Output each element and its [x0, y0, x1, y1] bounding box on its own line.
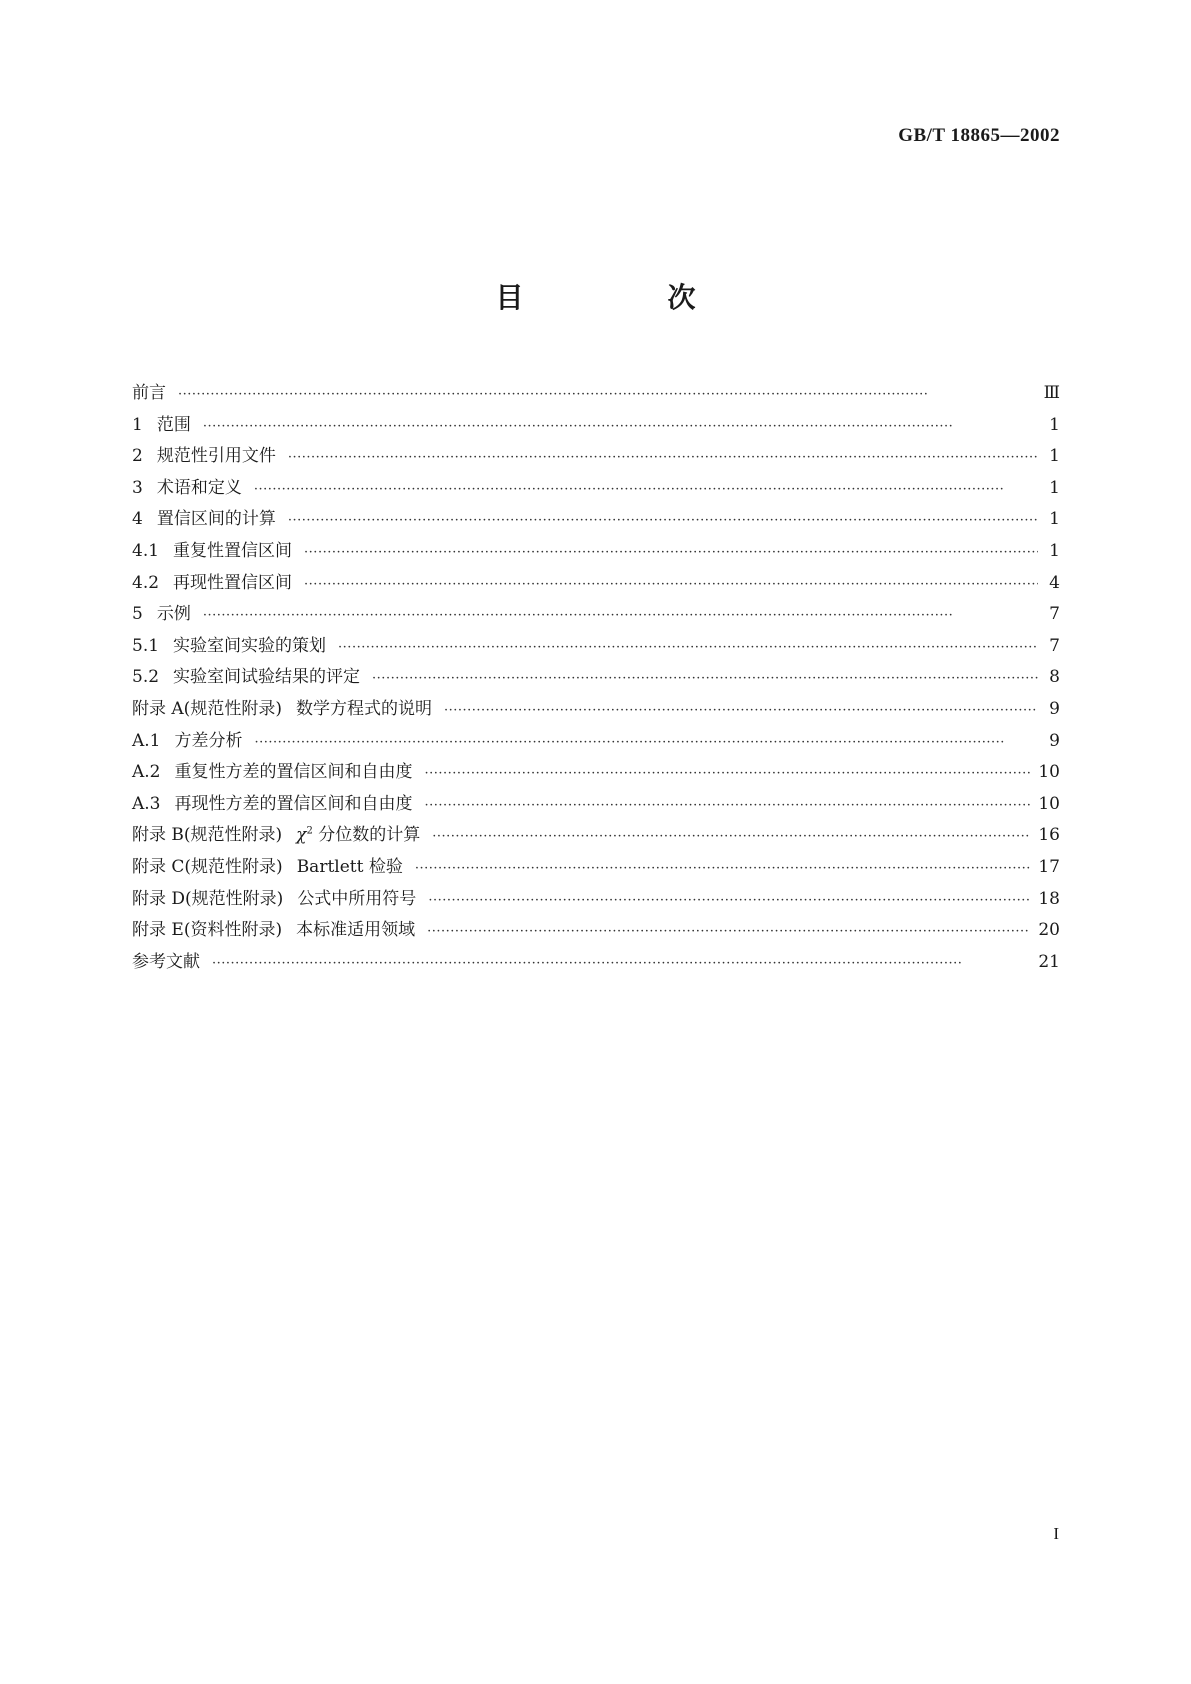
toc-entry-label: 方差分析: [174, 730, 243, 751]
toc-entry-page: 9: [1049, 730, 1060, 751]
toc-entry-page: 7: [1049, 635, 1060, 656]
toc-entry-page: 10: [1038, 762, 1060, 783]
toc-entry-page: 18: [1038, 888, 1060, 909]
toc-entry-label: 分位数的计算: [312, 825, 421, 846]
toc-entry-number: 5.2: [132, 667, 160, 688]
toc-entry-page: 1: [1049, 446, 1060, 467]
toc-entry-label: 示例: [156, 604, 191, 625]
toc-entry-page: 1: [1049, 414, 1060, 435]
toc-entry-4-2[interactable]: [132, 568, 1060, 600]
toc-entry-page: 16: [1038, 825, 1060, 846]
toc-entry-number: A.1: [132, 730, 161, 751]
toc-entry-references[interactable]: [132, 947, 1060, 979]
dot-leader: [288, 513, 1038, 528]
toc-entry-3[interactable]: [132, 473, 1060, 505]
toc-entry-label: 实验室间试验结果的评定: [173, 667, 361, 688]
toc-entry-number: 4.1: [132, 540, 160, 561]
toc-entry-label: 前言: [132, 383, 166, 403]
toc-entry-label: 实验室间实验的策划: [173, 635, 327, 656]
dot-leader: [432, 829, 1030, 844]
toc-entry-label: 范围: [156, 414, 191, 435]
toc-entry-label: 本标准适用领域: [296, 920, 416, 941]
toc-entry-label: 再现性置信区间: [173, 572, 293, 593]
dot-leader: [427, 924, 1030, 939]
toc-entry-foreword[interactable]: [132, 378, 1060, 410]
toc-entry-number: 5.1: [132, 635, 160, 656]
page-number: I: [1053, 1524, 1059, 1543]
dot-leader: [428, 893, 1030, 908]
toc-entry-label: 公式中所用符号: [297, 888, 417, 909]
toc-entry-number: 1: [132, 414, 143, 435]
toc-entry-number: 5: [132, 604, 143, 625]
superscript: 2: [306, 825, 313, 837]
toc-entry-page: 20: [1038, 920, 1060, 941]
toc-entry-number: 附录 C(规范性附录): [132, 856, 283, 877]
toc-entry-label: 规范性引用文件: [156, 446, 276, 467]
dot-leader: [415, 861, 1031, 876]
dot-leader: [203, 608, 1038, 623]
dot-leader: [255, 735, 1039, 750]
toc-entry-number: 附录 E(资料性附录): [132, 920, 283, 941]
dot-leader: [304, 577, 1038, 592]
toc-entry-page: 1: [1049, 509, 1060, 530]
toc-entry-2[interactable]: [132, 441, 1060, 473]
dot-leader: [178, 387, 1036, 402]
dot-leader: [288, 450, 1038, 465]
toc-entry-annex-d[interactable]: [132, 884, 1060, 916]
toc-entry-page: 17: [1038, 856, 1060, 877]
toc-entry-label: 重复性方差的置信区间和自由度: [174, 762, 413, 783]
toc-entry-number: 附录 D(规范性附录): [132, 888, 284, 909]
toc-entry-page: Ⅲ: [1043, 383, 1060, 403]
dot-leader: [338, 640, 1038, 655]
toc-entry-number: A.2: [132, 762, 161, 783]
dot-leader: [212, 956, 1030, 971]
toc-entry-page: 21: [1038, 951, 1060, 972]
dot-leader: [425, 798, 1031, 813]
toc-entry-annex-a[interactable]: [132, 694, 1060, 726]
toc-entry-page: 8: [1049, 667, 1060, 688]
dot-leader: [304, 545, 1038, 560]
toc-entry-label: Bartlett 检验: [296, 856, 403, 877]
toc-entry-label: 数学方程式的说明: [295, 698, 432, 719]
dot-leader: [254, 482, 1038, 497]
toc-entry-annex-e[interactable]: [132, 915, 1060, 947]
toc-entry-annex-c[interactable]: [132, 852, 1060, 884]
toc-entry-1[interactable]: [132, 410, 1060, 442]
toc-entry-number: 附录 A(规范性附录): [132, 698, 282, 719]
toc-entry-5-1[interactable]: [132, 631, 1060, 663]
toc-entry-annex-b[interactable]: [132, 820, 1060, 852]
toc-entry-4[interactable]: [132, 504, 1060, 536]
toc-entry-label: 置信区间的计算: [156, 509, 276, 530]
dot-leader: [372, 671, 1038, 686]
toc-entry-page: 10: [1038, 793, 1060, 814]
dot-leader: [444, 703, 1038, 718]
toc-entry-label: 参考文献: [132, 951, 200, 972]
dot-leader: [425, 766, 1031, 781]
toc-entry-5[interactable]: [132, 599, 1060, 631]
chi-symbol: χ: [296, 825, 307, 846]
toc-entry-number: 4.2: [132, 572, 160, 593]
toc-entry-page: 7: [1049, 604, 1060, 625]
toc-entry-page: 4: [1049, 572, 1060, 593]
toc-entry-number: 4: [132, 509, 143, 530]
toc-entry-page: 1: [1049, 540, 1060, 561]
toc-entry-page: 9: [1049, 698, 1060, 719]
toc-entry-a-2[interactable]: [132, 757, 1060, 789]
toc-entry-a-1[interactable]: [132, 726, 1060, 758]
table-of-contents: [132, 378, 1060, 978]
toc-entry-label: 重复性置信区间: [173, 540, 293, 561]
toc-entry-label: 术语和定义: [156, 477, 242, 498]
toc-entry-page: 1: [1049, 477, 1060, 498]
toc-entry-number: A.3: [132, 793, 161, 814]
toc-entry-label: 再现性方差的置信区间和自由度: [174, 793, 413, 814]
toc-entry-number: 2: [132, 446, 143, 467]
toc-entry-number: 附录 B(规范性附录): [132, 825, 283, 846]
dot-leader: [203, 419, 1038, 434]
standard-code: GB/T 18865—2002: [898, 125, 1060, 146]
toc-entry-4-1[interactable]: [132, 536, 1060, 568]
page-title: 目 次: [495, 281, 754, 314]
toc-entry-5-2[interactable]: [132, 662, 1060, 694]
toc-entry-number: 3: [132, 477, 143, 498]
toc-entry-a-3[interactable]: [132, 789, 1060, 821]
